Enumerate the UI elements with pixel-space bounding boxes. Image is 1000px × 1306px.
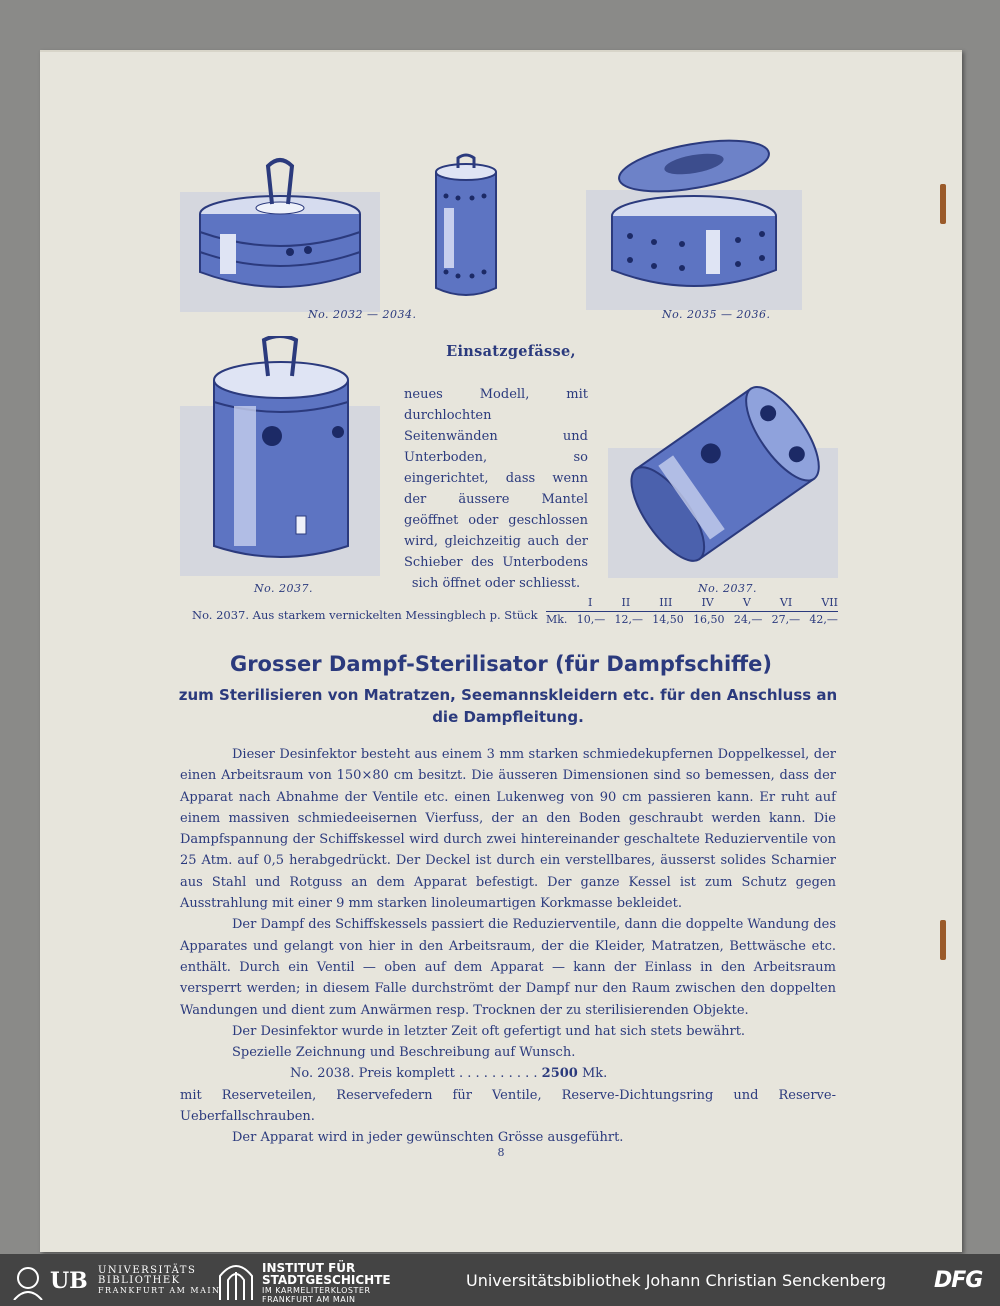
size-vi: VI bbox=[779, 596, 793, 609]
size-iii: III bbox=[659, 596, 673, 609]
price-table-sizes bbox=[546, 596, 838, 609]
binding-thread-top bbox=[940, 184, 946, 224]
price-iv: 16,50 bbox=[693, 613, 725, 626]
price-iii: 14,50 bbox=[652, 613, 684, 626]
paragraph-4: Spezielle Zeichnung und Beschreibung auf Wunsch. bbox=[232, 1045, 576, 1061]
insert-description: neues Modell, mit durchlochten Seitenwänden und Unterboden, so eingerichtet, dass wenn der äussere Mantel geöffnet oder geschlossen wird, gleichzeitig auch der Schieber des Unterbodens sich öffnet oder schliesst. bbox=[404, 387, 588, 591]
price-table-label: No. 2037. Aus starkem vernickelten Messingblech p. Stück bbox=[192, 608, 538, 622]
price-currency: Mk. bbox=[546, 613, 568, 626]
insert-title: Einsatzgefässe, bbox=[446, 343, 576, 360]
paragraph-3: Der Desinfektor wurde in letzter Zeit oft gefertigt und hat sich stets bewährt. bbox=[232, 1023, 746, 1039]
illustration-sterilizer-2037-tilted bbox=[608, 378, 838, 578]
price-vi: 27,— bbox=[771, 613, 801, 626]
price-line-prefix: No. 2038. Preis komplett . . . . . . . . . . bbox=[290, 1066, 538, 1082]
ub-line-1: UNIVERSITÄTS bbox=[98, 1265, 197, 1276]
size-iv: IV bbox=[701, 596, 714, 609]
ub-line-2: BIBLIOTHEK bbox=[98, 1275, 181, 1286]
isg-line-3: IM KARMELITERKLOSTER bbox=[262, 1286, 371, 1295]
ub-portrait-logo-icon bbox=[8, 1262, 48, 1300]
footer-bar bbox=[0, 1254, 1000, 1306]
illustration-tall-cylinder bbox=[426, 152, 506, 302]
subtitle: zum Sterilisieren von Matratzen, Seemannskleidern etc. für den Anschluss an die Dampfleitung. bbox=[178, 686, 838, 726]
isg-logo-text bbox=[262, 1262, 391, 1304]
isg-line-4: FRANKFURT AM MAIN bbox=[262, 1295, 356, 1304]
body-text bbox=[180, 744, 836, 1149]
main-title: Grosser Dampf-Sterilisator (für Dampfschiffe) bbox=[229, 652, 773, 676]
price-ii: 12,— bbox=[614, 613, 643, 626]
caption-2037-left: No. 2037. bbox=[254, 582, 314, 595]
ub-line-3: FRANKFURT AM MAIN bbox=[98, 1286, 221, 1295]
price-line-amount: 2500 bbox=[541, 1066, 578, 1082]
price-table bbox=[546, 596, 838, 626]
price-line-2038 bbox=[180, 1063, 836, 1084]
price-vii: 42,— bbox=[809, 613, 838, 626]
size-v: V bbox=[742, 596, 751, 609]
illustration-sterilizer-2032 bbox=[180, 152, 380, 312]
caption-2035: No. 2035 — 2036. bbox=[662, 308, 771, 321]
illustration-open-sterilizer-2035 bbox=[586, 130, 802, 310]
ub-logo-subtext bbox=[98, 1266, 221, 1296]
paragraph-6: Der Apparat wird in jeder gewünschten Grösse ausgeführt. bbox=[232, 1130, 624, 1146]
size-ii: II bbox=[621, 596, 631, 609]
dfg-logo[interactable]: DFG bbox=[934, 1268, 983, 1293]
caption-2037-right: No. 2037. bbox=[698, 582, 758, 595]
paragraph-1: Dieser Desinfektor besteht aus einem 3 mm starken schmiedekupfernen Doppelkessel, der einen Arbeitsraum von 150×80 cm besitzt. Die äusseren Dimensionen sind so bemessen, dass der Apparat nach Abnahme der Ventile etc. einen Lukenweg von 90 cm passieren kann. Er ruht auf einem massiven schmiedeeisernen Vierfuss, der an den Boden geschraubt werden kann. Die Dampfspannung der Schiffskessel wird durch zwei hintereinander geschaltete Reduzierventile von 25 Atm. auf 0,5 herabgedrückt. Der Deckel ist durch ein verstellbares, äusserst solides Scharnier aus Stahl und Rotguss an dem Apparat befestigt. Der ganze Kessel ist zum Schutz gegen Ausstrahlung mit einer 9 mm starken linoleumartigen Korkmasse bekleidet. bbox=[180, 747, 836, 912]
paragraph-2: Der Dampf des Schiffskessels passiert die Reduzierventile, dann die doppelte Wandung des Apparates und gelangt von hier in den Arbeitsraum, der die Kleider, Matratzen, Bettwäsche etc. enthält. Durch ein Ventil — oben auf dem Apparat — kann der Einlass in den Arbeitsraum versperrt werden; in diesem Falle durchströmt der Dampf nur den Raum zwischen den doppelten Wandungen und dient zum Anwärmen resp. Trocknen der zu sterilisierenden Objekte. bbox=[180, 917, 836, 1018]
paragraph-5: mit Reserveteilen, Reservefedern für Ventile, Reserve-Dichtungsring und Reserve-Ueberfallschrauben. bbox=[180, 1087, 836, 1125]
price-v: 24,— bbox=[733, 613, 763, 626]
isg-line-1: INSTITUT FÜR bbox=[262, 1261, 356, 1275]
caption-2032: No. 2032 — 2034. bbox=[308, 308, 417, 321]
price-table-values bbox=[546, 611, 838, 626]
size-vii: VII bbox=[821, 596, 838, 609]
isg-arch-logo-icon bbox=[216, 1260, 256, 1300]
price-line-unit: Mk. bbox=[577, 1066, 608, 1082]
footer-library-name[interactable]: Universitätsbibliothek Johann Christian Senckenberg bbox=[466, 1271, 887, 1290]
illustration-sterilizer-2037-upright bbox=[180, 336, 380, 576]
binding-thread-bottom bbox=[940, 920, 946, 960]
price-i: 10,— bbox=[576, 613, 606, 626]
ub-logo-text: UB bbox=[50, 1268, 88, 1294]
isg-line-2: STADTGESCHICHTE bbox=[262, 1273, 391, 1287]
catalog-page bbox=[40, 50, 962, 1252]
size-i: I bbox=[588, 596, 593, 609]
page-number: 8 bbox=[497, 1146, 505, 1159]
